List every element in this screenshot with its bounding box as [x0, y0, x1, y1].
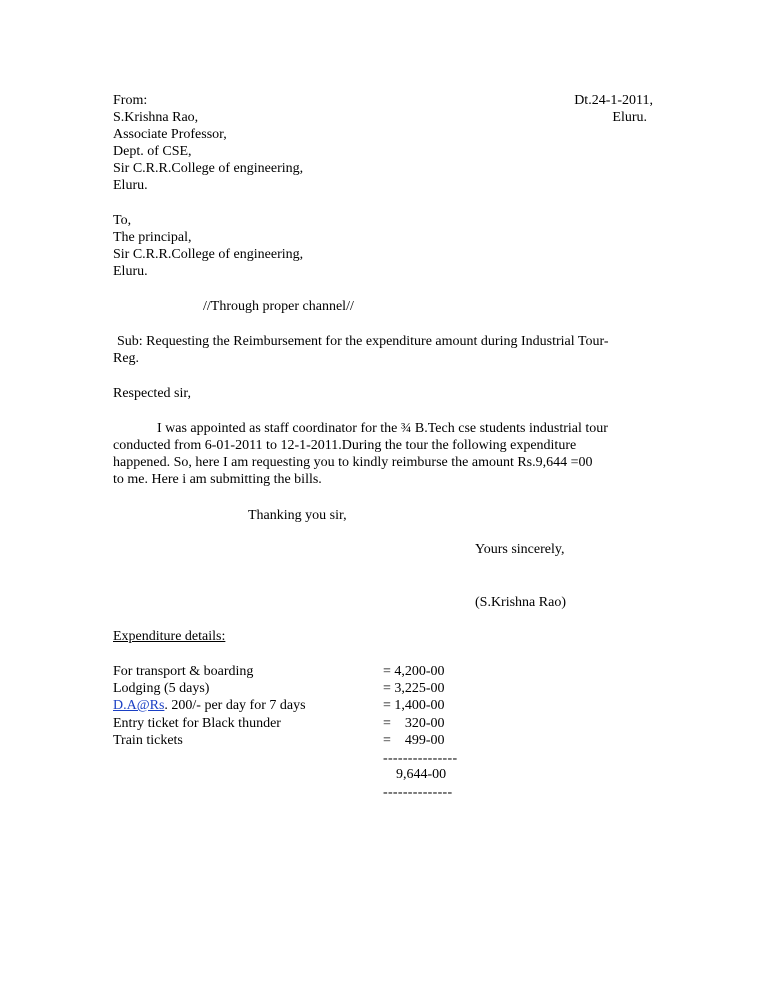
total-separator-bottom: --------------	[383, 785, 453, 800]
sender-city: Eluru.	[113, 178, 148, 193]
expense-amount-transport: = 4,200-00	[383, 664, 445, 679]
from-label: From:	[113, 93, 148, 108]
expense-label-entry-ticket: Entry ticket for Black thunder	[113, 716, 281, 731]
expense-amount-da: = 1,400-00	[383, 698, 445, 713]
expense-amount-train: = 499-00	[383, 733, 445, 748]
thanks-line: Thanking you sir,	[248, 508, 347, 523]
da-label-text: . 200/- per day for 7 days	[164, 698, 306, 713]
sender-department: Dept. of CSE,	[113, 144, 192, 159]
sender-name: S.Krishna Rao,	[113, 110, 199, 125]
sender-college: Sir C.R.R.College of engineering,	[113, 161, 304, 176]
recipient-title: The principal,	[113, 230, 192, 245]
body-line-4: to me. Here i am submitting the bills.	[113, 472, 322, 487]
salutation: Respected sir,	[113, 386, 191, 401]
expense-label-da	[113, 697, 306, 714]
expense-label-lodging: Lodging (5 days)	[113, 681, 210, 696]
sender-designation: Associate Professor,	[113, 127, 227, 142]
total-amount: 9,644-00	[396, 767, 447, 782]
expense-amount-entry-ticket: = 320-00	[383, 716, 445, 731]
da-rs-link[interactable]: D.A@Rs	[113, 698, 165, 713]
letter-place: Eluru.	[612, 110, 647, 125]
body-line-2: conducted from 6-01-2011 to 12-1-2011.During the tour the following expenditure	[113, 438, 577, 453]
expense-label-train: Train tickets	[113, 733, 183, 748]
expense-amount-lodging: = 3,225-00	[383, 681, 445, 696]
body-line-3: happened. So, here I am requesting you to kindly reimburse the amount Rs.9,644 =00	[113, 455, 593, 470]
total-separator-top: ---------------	[383, 751, 458, 766]
recipient-college: Sir C.R.R.College of engineering,	[113, 247, 304, 262]
closing-line: Yours sincerely,	[475, 542, 565, 557]
expenditure-heading: Expenditure details:	[113, 629, 226, 644]
to-label: To,	[113, 213, 132, 228]
subject-line-2: Reg.	[113, 351, 140, 366]
subject-line-1: Sub: Requesting the Reimbursement for the expenditure amount during Industrial Tour-	[117, 334, 609, 349]
letter-date: Dt.24-1-2011,	[574, 93, 653, 108]
signature-name: (S.Krishna Rao)	[475, 595, 566, 610]
recipient-city: Eluru.	[113, 264, 148, 279]
expense-label-transport: For transport & boarding	[113, 664, 254, 679]
body-line-1: I was appointed as staff coordinator for the ¾ B.Tech cse students industrial tour	[157, 421, 608, 436]
channel-note: //Through proper channel//	[203, 299, 354, 314]
